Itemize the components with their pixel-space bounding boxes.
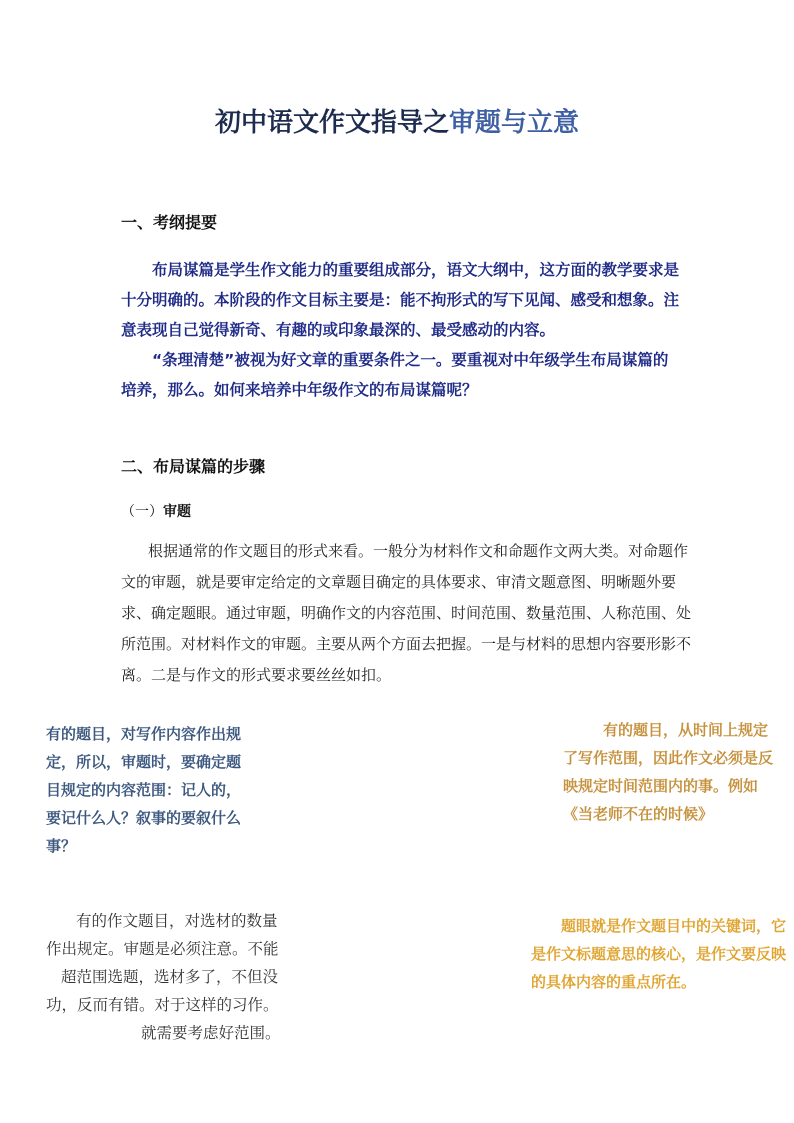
- note-c-line-1: 有的作文题目，对选材的数量: [76, 912, 278, 930]
- section1-outline: [121, 255, 681, 405]
- note-c-line-2: 作出规定。审题是必须注意。不能: [46, 940, 279, 958]
- section2-paragraph: 根据通常的作文题目的形式来看。一般分为材料作文和命题作文两大类。对命题作文的审题，就是要审定给定的文章题目确定的具体要求、审清文题意图、明晰题外要求、确定题眼。通过审题，明确作文的内容范围、时间范围、数量范围、人称范围、处所范围。对材料作文的审题。主要从两个方面去把握。一是与材料的思想内容要形影不离。二是与作文的形式要求要丝丝如扣。: [121, 542, 692, 684]
- note-quantity-range: [46, 907, 294, 1047]
- title-part-accent: 审题与立意: [449, 108, 580, 138]
- title-part-main: 初中语文作文指导之: [214, 108, 449, 138]
- subsection-heading: [121, 501, 191, 521]
- outline-paragraph-1: 布局谋篇是学生作文能力的重要组成部分，语文大纲中，这方面的教学要求是十分明确的。本阶段的作文目标主要是：能不拘形式的写下见闻、感受和想象。注意表现自己觉得新奇、有趣的或印象最深的、最受感动的内容。: [121, 261, 680, 339]
- section2-heading: 二、布局谋篇的步骤: [121, 457, 266, 476]
- note-content-range: 有的题目，对写作内容作出规定，所以，审题时，要确定题目规定的内容范围：记人的，要记什么人？叙事的要叙什么事？: [46, 725, 242, 855]
- note-c-line-4: 功，反而有错。对于这样的习作。: [46, 996, 279, 1014]
- note-c-line-3: 超范围选题，选材多了，不但没: [61, 968, 279, 986]
- note-c-line-5: 就需要考虑好范围。: [141, 1024, 281, 1042]
- outline-paragraph-2: “条理清楚”被视为好文章的重要条件之一。要重视对中年级学生布局谋篇的培养，那么。如何来培养中年级作文的布局谋篇呢？: [121, 351, 669, 399]
- note-title-eye: 题眼就是作文题目中的关键词，它是作文标题意思的核心，是作文要反映的具体内容的重点所在。: [531, 917, 787, 991]
- subsection-prefix: （一）: [121, 504, 163, 520]
- section2-body: [121, 536, 691, 691]
- subsection-label: 审题: [163, 504, 191, 520]
- page-title: [0, 102, 794, 139]
- section1-heading: 一、考纲提要: [121, 213, 218, 232]
- note-time-range: 有的题目，从时间上规定了写作范围，因此作文必须是反映规定时间范围内的事。例如《当老师不在的时候》: [563, 721, 774, 823]
